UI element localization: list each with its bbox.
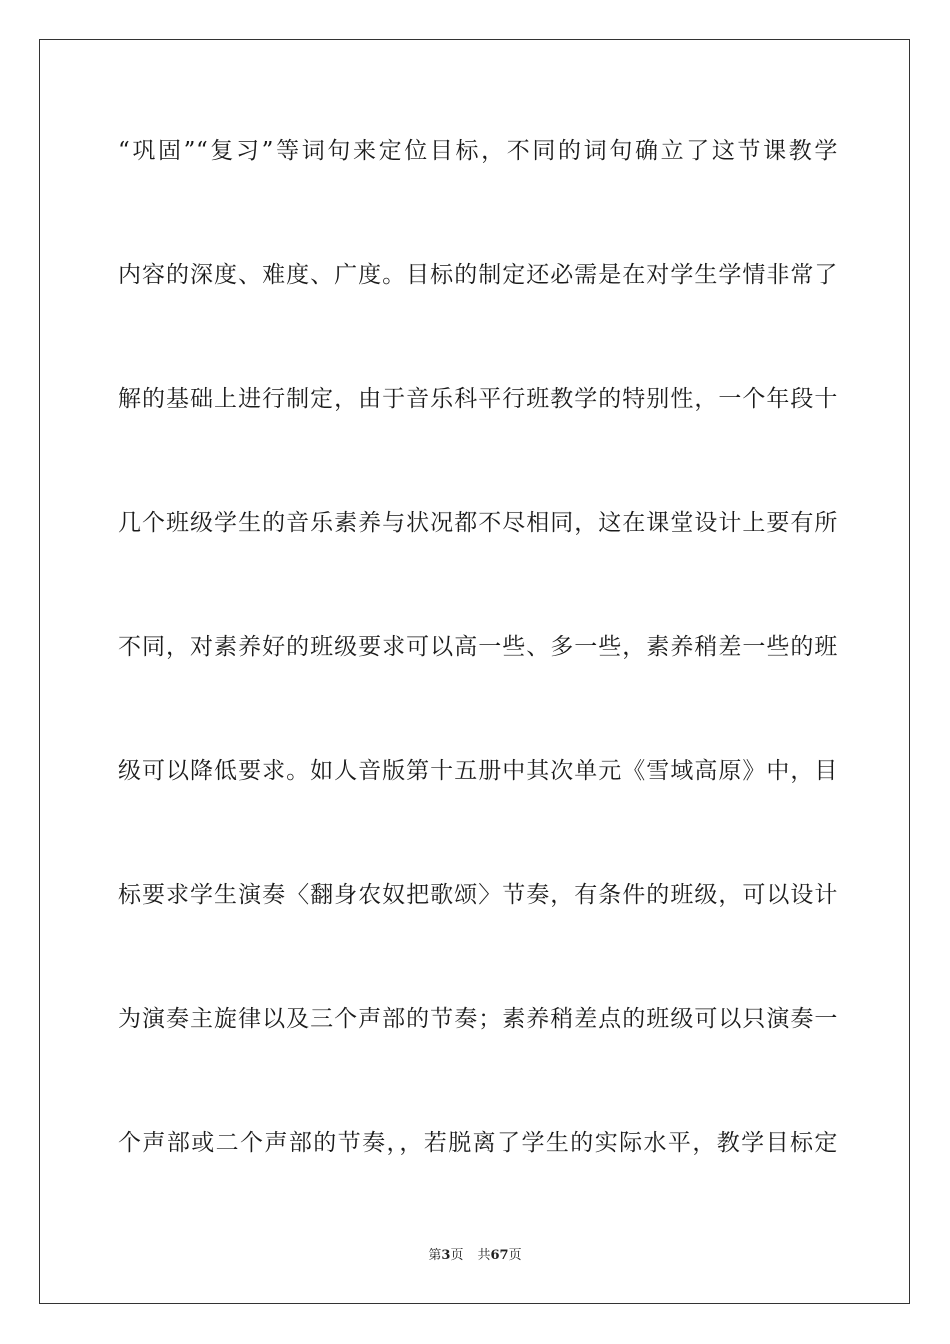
body-text-line: 不同，对素养好的班级要求可以高一些、多一些，素养稍差一些的班 — [118, 634, 838, 660]
page-label-prefix: 第 — [428, 1248, 442, 1263]
page-label-suffix: 页 — [450, 1248, 464, 1263]
body-text-line: 解的基础上进行制定，由于音乐科平行班教学的特别性，一个年段十 — [118, 386, 838, 412]
total-label-suffix: 页 — [508, 1248, 522, 1263]
body-text-line: 标要求学生演奏〈翻身农奴把歌颂〉节奏，有条件的班级，可以设计 — [118, 882, 838, 908]
body-text-line: 为演奏主旋律以及三个声部的节奏；素养稍差点的班级可以只演奏一 — [118, 1006, 838, 1032]
body-text-line: 几个班级学生的音乐素养与状况都不尽相同，这在课堂设计上要有所 — [118, 510, 838, 536]
page-footer — [0, 1246, 950, 1266]
body-text-line: 内容的深度、难度、广度。目标的制定还必需是在对学生学情非常了 — [118, 262, 838, 288]
body-text-line: 级可以降低要求。如人音版第十五册中其次单元《雪域高原》中，目 — [118, 758, 838, 784]
body-text-line: 个声部或二个声部的节奏，，若脱离了学生的实际水平，教学目标定 — [118, 1130, 838, 1156]
body-text-line: “巩固”“复习”等词句来定位目标，不同的词句确立了这节课教学 — [118, 138, 838, 164]
page-border — [39, 39, 910, 1304]
total-label-prefix: 共 — [477, 1248, 491, 1263]
total-pages: 67 — [490, 1248, 509, 1263]
page-number: 3 — [441, 1248, 451, 1263]
